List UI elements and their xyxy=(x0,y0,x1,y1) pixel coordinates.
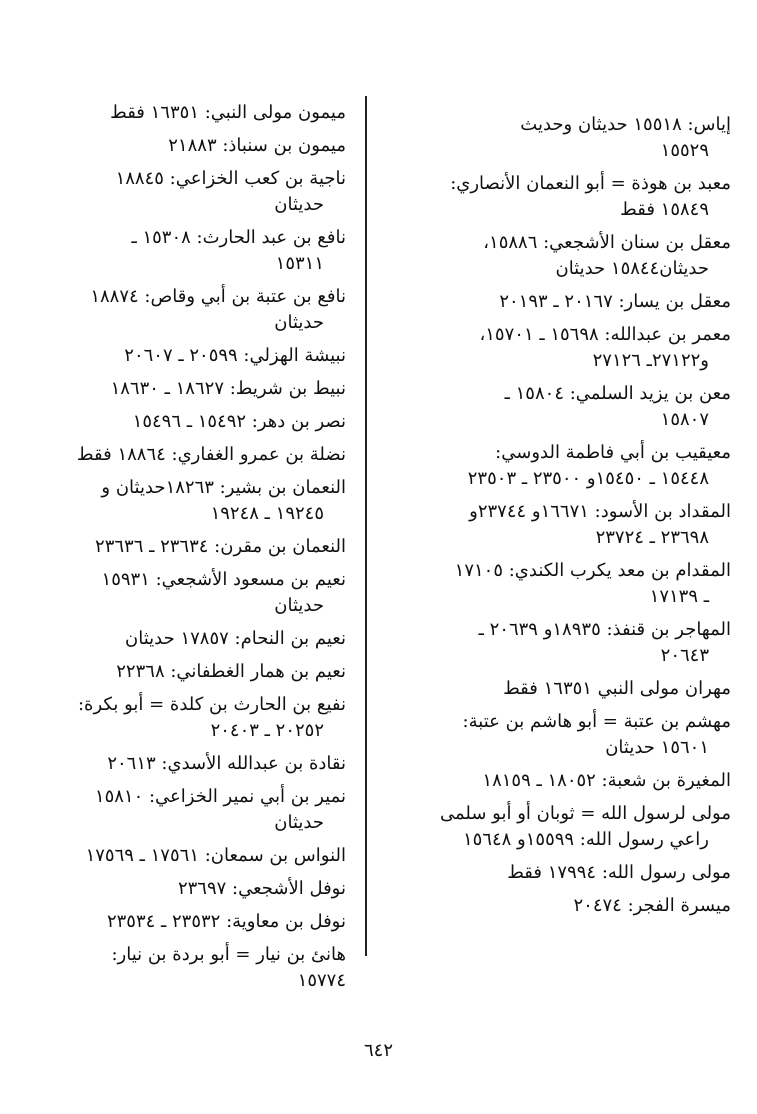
entry-text: معيقيب بن أبي فاطمة الدوسي: xyxy=(495,442,731,463)
index-entry xyxy=(391,499,731,551)
entry-continuation: ١٥٤٤٨ ـ ١٥٤٥٠و ٢٣٥٠٠ ـ ٢٣٥٠٣ xyxy=(467,468,709,489)
right-column xyxy=(391,112,731,926)
entry-continuation: ٢٠٦٤٣ xyxy=(660,645,709,666)
index-entry xyxy=(74,751,346,777)
entry-continuation: حديثان xyxy=(274,812,324,833)
index-entry xyxy=(74,626,346,652)
entry-text: معقل بن سنان الأشجعي: ١٥٨٨٦، xyxy=(483,232,731,253)
entry-text: النعمان بن بشير: ١٨٢٦٣حديثان و xyxy=(101,477,346,498)
index-entry xyxy=(74,659,346,685)
entry-text: معن بن يزيد السلمي: ١٥٨٠٤ ـ xyxy=(504,383,731,404)
page-number: ٦٤٢ xyxy=(363,1040,393,1061)
index-entry xyxy=(74,784,346,836)
index-entry xyxy=(391,171,731,223)
entry-text: نفيع بن الحارث بن كلدة = أبو بكرة: xyxy=(77,694,346,715)
index-entry xyxy=(391,558,731,610)
entry-continuation: حديثان١٥٨٤٤ حديثان xyxy=(555,258,709,279)
index-entry xyxy=(74,942,346,994)
index-entry xyxy=(391,440,731,492)
index-entry xyxy=(391,289,731,315)
entry-continuation: و٢٧١٢٢ـ ٢٧١٢٦ xyxy=(592,350,709,371)
index-entry xyxy=(74,225,346,277)
entry-text: المقداد بن الأسود: ١٦٦٧١و ٢٣٧٤٤و xyxy=(469,501,731,522)
entry-text: المهاجر بن قنفذ: ١٨٩٣٥و ٢٠٦٣٩ ـ xyxy=(478,619,731,640)
entry-text: المقدام بن معد يكرب الكندي: ١٧١٠٥ xyxy=(454,560,731,581)
entry-continuation: ١٥٦٠١ حديثان xyxy=(605,737,709,758)
entry-text: إياس: ١٥٥١٨ حديثان وحديث xyxy=(520,114,731,135)
entry-text: نبيشة الهزلي: ٢٠٥٩٩ ـ ٢٠٦٠٧ xyxy=(124,345,346,366)
index-entry xyxy=(74,376,346,402)
entry-text: مولى رسول الله: ١٧٩٩٤ فقط xyxy=(507,862,731,883)
index-entry xyxy=(74,166,346,218)
entry-continuation: ١٥٨٠٧ xyxy=(660,409,709,430)
entry-text: ميسرة الفجر: ٢٠٤٧٤ xyxy=(573,895,731,916)
entry-continuation: ١٥٥٢٩ xyxy=(660,140,709,161)
entry-continuation: ٢٣٦٩٨ ـ ٢٣٧٢٤ xyxy=(595,527,709,548)
entry-text: نبيط بن شريط: ١٨٦٢٧ ـ ١٨٦٣٠ xyxy=(110,378,346,399)
entry-continuation: راعي رسول الله: ١٥٥٩٩و ١٥٦٤٨ xyxy=(462,829,709,850)
entry-text: نافع بن عتبة بن أبي وقاص: ١٨٨٧٤ xyxy=(90,286,346,307)
column-divider xyxy=(365,96,367,956)
left-column xyxy=(74,100,346,1001)
entry-text: النعمان بن مقرن: ٢٣٦٣٤ ـ ٢٣٦٣٦ xyxy=(95,536,346,557)
index-entry xyxy=(391,801,731,853)
index-entry xyxy=(74,567,346,619)
index-entry xyxy=(391,322,731,374)
entry-text: النواس بن سمعان: ١٧٥٦١ ـ ١٧٥٦٩ xyxy=(85,845,346,866)
entry-text: نعيم بن النحام: ١٧٨٥٧ حديثان xyxy=(124,628,346,649)
index-entry xyxy=(391,893,731,919)
index-entry xyxy=(391,709,731,761)
index-entry xyxy=(74,133,346,159)
index-entry xyxy=(74,343,346,369)
entry-text: نصر بن دهر: ١٥٤٩٢ ـ ١٥٤٩٦ xyxy=(132,411,346,432)
entry-text: مولى لرسول الله = ثوبان أو أبو سلمى xyxy=(439,803,731,824)
entry-text: معمر بن عبدالله: ١٥٦٩٨ ـ ١٥٧٠١، xyxy=(479,324,731,345)
index-entry xyxy=(391,617,731,669)
index-entry xyxy=(391,676,731,702)
entry-continuation: ١٩٢٤٥ ـ ١٩٢٤٨ xyxy=(210,503,324,524)
index-entry xyxy=(74,692,346,744)
index-entry xyxy=(74,475,346,527)
entry-text: نوفل بن معاوية: ٢٣٥٣٢ ـ ٢٣٥٣٤ xyxy=(106,911,346,932)
entry-text: نافع بن عبد الحارث: ١٥٣٠٨ ـ xyxy=(131,227,346,248)
entry-text: نعيم بن همار الغطفاني: ٢٢٣٦٨ xyxy=(116,661,346,682)
index-entry xyxy=(391,860,731,886)
entry-continuation: حديثان xyxy=(274,312,324,333)
entry-text: مهشم بن عتبة = أبو هاشم بن عتبة: xyxy=(462,711,731,732)
entry-continuation: حديثان xyxy=(274,595,324,616)
entry-text: المغيرة بن شعبة: ١٨٠٥٢ ـ ١٨١٥٩ xyxy=(482,770,731,791)
entry-text: نعيم بن مسعود الأشجعي: ١٥٩٣١ xyxy=(101,569,346,590)
index-entry xyxy=(74,100,346,126)
entry-continuation: ٢٠٢٥٢ ـ ٢٠٤٠٣ xyxy=(210,720,324,741)
index-entry xyxy=(74,876,346,902)
entry-text: ميمون مولى النبي: ١٦٣٥١ فقط xyxy=(110,102,346,123)
index-entry xyxy=(74,909,346,935)
entry-text: معقل بن يسار: ٢٠١٦٧ ـ ٢٠١٩٣ xyxy=(499,291,731,312)
entry-continuation: حديثان xyxy=(274,194,324,215)
entry-text: نمير بن أبي نمير الخزاعي: ١٥٨١٠ xyxy=(94,786,346,807)
index-entry xyxy=(391,381,731,433)
index-entry xyxy=(391,768,731,794)
index-entry xyxy=(391,230,731,282)
index-entry xyxy=(391,112,731,164)
entry-text: نضلة بن عمرو الغفاري: ١٨٨٦٤ فقط xyxy=(76,444,346,465)
entry-text: هانئ بن نيار = أبو بردة بن نيار: ١٥٧٧٤ xyxy=(111,944,346,991)
entry-text: نوفل الأشجعي: ٢٣٦٩٧ xyxy=(177,878,346,899)
index-entry xyxy=(74,442,346,468)
index-entry xyxy=(74,843,346,869)
entry-text: معبد بن هوذة = أبو النعمان الأنصاري: xyxy=(450,173,731,194)
entry-text: ميمون بن سنباذ: ٢١٨٨٣ xyxy=(168,135,346,156)
entry-text: نقادة بن عبدالله الأسدي: ٢٠٦١٣ xyxy=(107,753,346,774)
entry-text: مهران مولى النبي ١٦٣٥١ فقط xyxy=(503,678,731,699)
index-entry xyxy=(74,534,346,560)
entry-continuation: ١٥٨٤٩ فقط xyxy=(620,199,709,220)
index-entry xyxy=(74,284,346,336)
index-entry xyxy=(74,409,346,435)
entry-continuation: ١٥٣١١ xyxy=(275,253,324,274)
entry-continuation: ـ ١٧١٣٩ xyxy=(649,586,709,607)
entry-text: ناجية بن كعب الخزاعي: ١٨٨٤٥ xyxy=(115,168,346,189)
